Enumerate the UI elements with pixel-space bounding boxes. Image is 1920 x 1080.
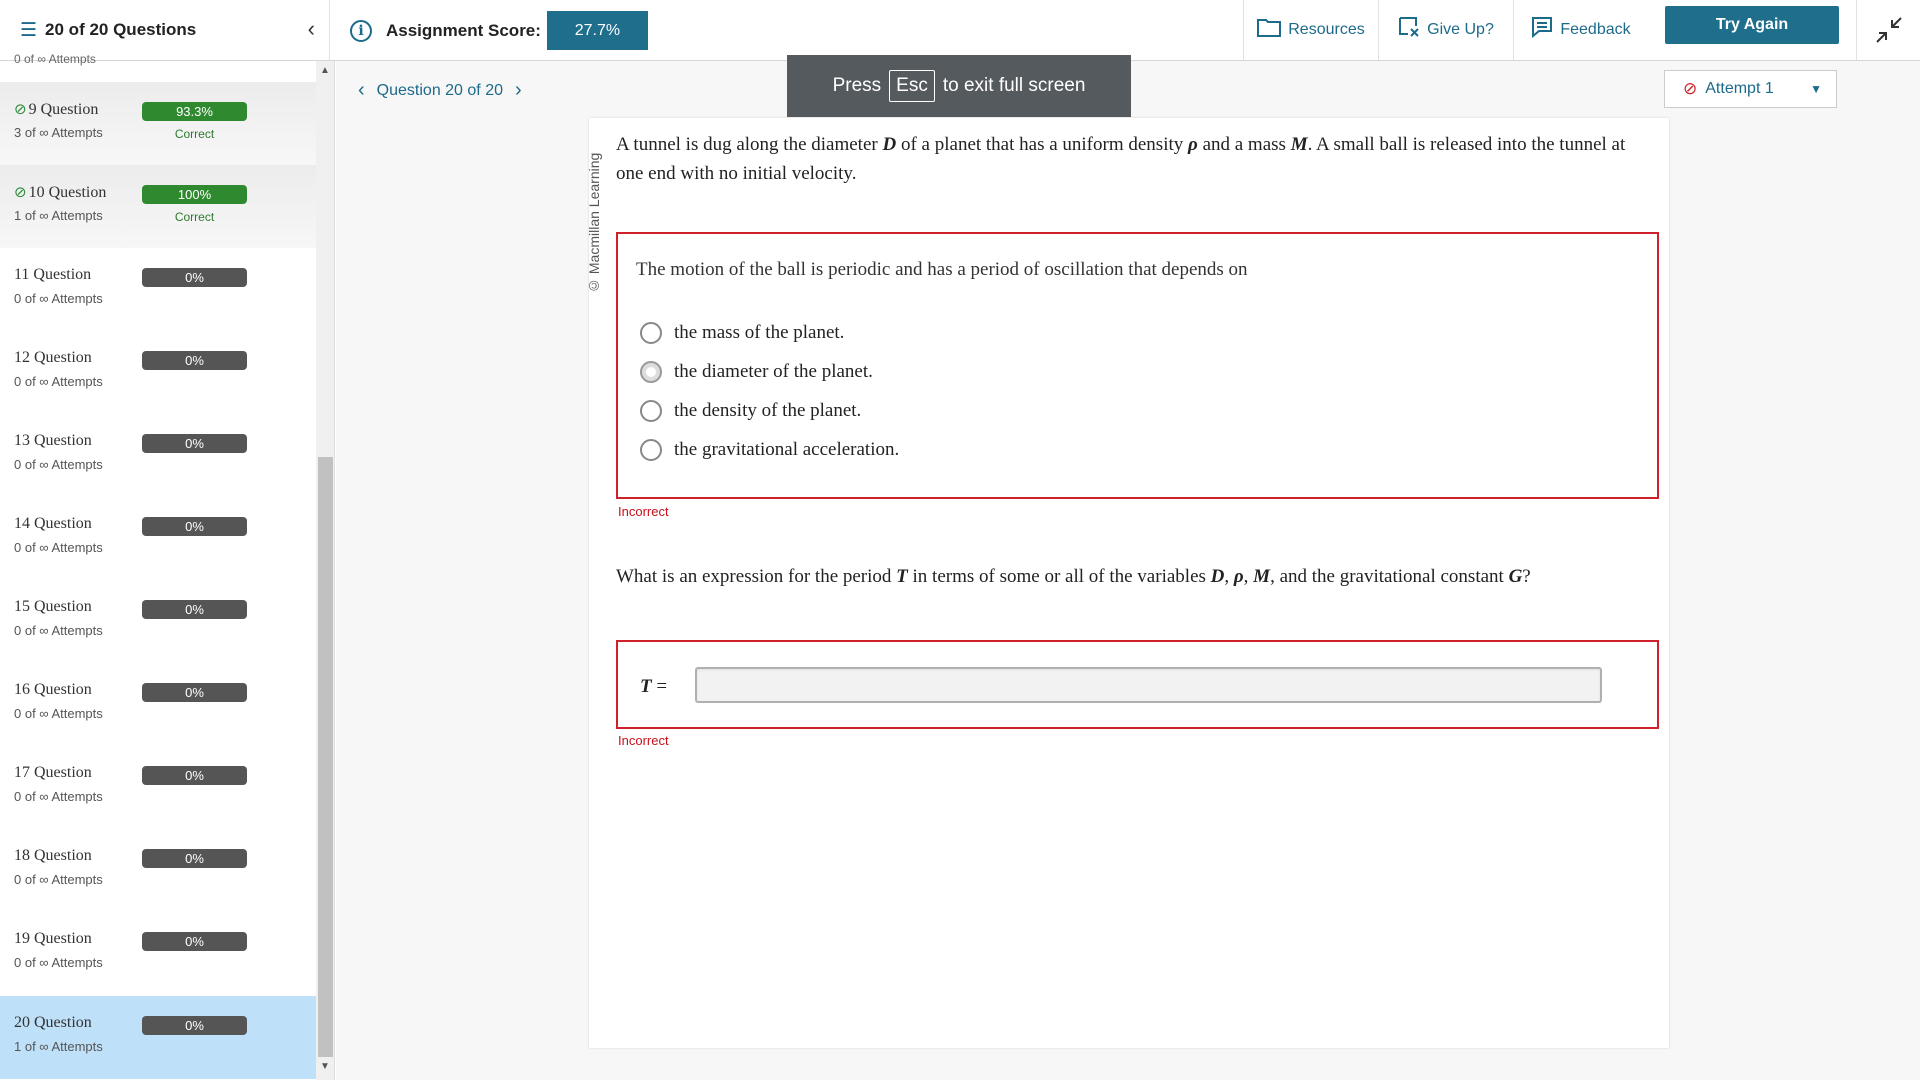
resources-label: Resources bbox=[1288, 21, 1365, 38]
sidebar-item-question-15[interactable] bbox=[0, 580, 316, 663]
chevron-down-icon: ▼ bbox=[1810, 82, 1822, 96]
score-bar: 0% bbox=[142, 683, 247, 702]
option-label: the mass of the planet. bbox=[674, 322, 845, 343]
radio-button[interactable] bbox=[640, 439, 662, 461]
question-sidebar bbox=[0, 52, 316, 1080]
sidebar-item-question-18[interactable] bbox=[0, 829, 316, 912]
feedback-label: Feedback bbox=[1560, 21, 1631, 38]
resources-button[interactable] bbox=[1243, 0, 1378, 60]
fullscreen-rest: to exit full screen bbox=[942, 75, 1086, 96]
question-count: 20 of 20 Questions bbox=[45, 20, 197, 39]
question-stem: A tunnel is dug along the diameter D of a planet that has a uniform density ρ and a mass M. A small ball is released into the tunnel at one end with no initial velocity. bbox=[616, 134, 1626, 184]
top-bar bbox=[0, 0, 1920, 61]
part2-question: What is an expression for the period T in terms of some or all of the variables D, ρ, M, and the gravitational constant G? bbox=[616, 566, 1531, 587]
previous-question-icon[interactable]: ‹ bbox=[358, 79, 365, 101]
question-title: 16 Question bbox=[14, 681, 92, 698]
score-bar: 0% bbox=[142, 434, 247, 453]
fullscreen-press: Press bbox=[832, 75, 882, 96]
info-icon[interactable]: i bbox=[350, 20, 372, 42]
attempts-text: 0 of ∞ Attempts bbox=[14, 789, 103, 804]
sidebar-item-question-11[interactable] bbox=[0, 248, 316, 331]
feedback-icon bbox=[1531, 16, 1553, 44]
question-title: 15 Question bbox=[14, 598, 92, 615]
score-label: Assignment Score: bbox=[386, 20, 541, 40]
part1-box bbox=[616, 232, 1659, 499]
score-bar: 0% bbox=[142, 600, 247, 619]
sidebar-item-question-19[interactable] bbox=[0, 912, 316, 995]
exit-fullscreen-icon[interactable] bbox=[1856, 0, 1920, 60]
question-title: 13 Question bbox=[14, 432, 92, 449]
part1-prompt: The motion of the ball is periodic and has a period of oscillation that depends on bbox=[636, 259, 1248, 280]
sidebar-scrollbar[interactable] bbox=[316, 61, 335, 1080]
attempts-text: 0 of ∞ Attempts bbox=[14, 706, 103, 721]
partial-attempts: 0 of ∞ Attempts bbox=[14, 52, 96, 66]
attempts-text: 0 of ∞ Attempts bbox=[14, 291, 103, 306]
score-bar: 0% bbox=[142, 268, 247, 287]
question-nav-label: Question 20 of 20 bbox=[376, 81, 503, 99]
option-label: the gravitational acceleration. bbox=[674, 439, 900, 460]
sidebar-item-question-20[interactable] bbox=[0, 996, 316, 1079]
scrollbar-thumb[interactable] bbox=[318, 457, 333, 1057]
option-label: the density of the planet. bbox=[674, 400, 862, 421]
give-up-icon bbox=[1398, 16, 1420, 44]
radio-button[interactable] bbox=[640, 322, 662, 344]
attempts-text: 0 of ∞ Attempts bbox=[14, 540, 103, 555]
attempts-text: 0 of ∞ Attempts bbox=[14, 623, 103, 638]
copyright-notice: © Macmillan Learning bbox=[586, 152, 602, 294]
score-value: 27.7% bbox=[547, 11, 648, 50]
question-title: 12 Question bbox=[14, 349, 92, 366]
score-bar: 0% bbox=[142, 932, 247, 951]
attempts-text: 0 of ∞ Attempts bbox=[14, 955, 103, 970]
part2-box bbox=[616, 640, 1659, 729]
radio-button[interactable] bbox=[640, 400, 662, 422]
main-content bbox=[336, 61, 1920, 1080]
question-title: ⊘ 10 Question bbox=[14, 183, 107, 201]
sidebar-item-question-9[interactable] bbox=[0, 82, 316, 165]
status-text: Correct bbox=[174, 127, 215, 141]
question-list-toggle[interactable] bbox=[0, 0, 330, 60]
folder-icon bbox=[1257, 17, 1281, 43]
status-text: Correct bbox=[174, 210, 215, 224]
collapse-sidebar-icon[interactable]: ‹ bbox=[307, 16, 315, 41]
answer-label: T = bbox=[640, 676, 668, 697]
sidebar-item-question-17[interactable] bbox=[0, 746, 316, 829]
esc-key: Esc bbox=[889, 70, 935, 102]
answer-input[interactable] bbox=[695, 667, 1602, 703]
sidebar-item-question-16[interactable] bbox=[0, 663, 316, 746]
try-again-button[interactable]: Try Again bbox=[1665, 6, 1839, 44]
question-title: ⊘ 9 Question bbox=[14, 100, 99, 118]
question-card bbox=[586, 118, 1669, 1048]
score-bar: 0% bbox=[142, 351, 247, 370]
give-up-label: Give Up? bbox=[1427, 21, 1494, 38]
check-circle-icon: ⊘ bbox=[14, 183, 27, 201]
question-title: 14 Question bbox=[14, 515, 92, 532]
option-mass[interactable] bbox=[640, 322, 844, 344]
scroll-up-icon[interactable]: ▲ bbox=[320, 65, 330, 76]
score-bar: 93.3% bbox=[142, 102, 247, 121]
score-bar: 0% bbox=[142, 766, 247, 785]
feedback-button[interactable] bbox=[1513, 0, 1648, 60]
question-title: 11 Question bbox=[14, 266, 92, 283]
option-density[interactable] bbox=[640, 400, 861, 422]
question-title: 17 Question bbox=[14, 764, 92, 781]
option-label: the diameter of the planet. bbox=[674, 361, 873, 382]
check-circle-icon: ⊘ bbox=[14, 100, 27, 118]
score-bar: 100% bbox=[142, 185, 247, 204]
give-up-button[interactable] bbox=[1378, 0, 1513, 60]
prohibited-icon: ⊘ bbox=[1683, 79, 1698, 98]
part1-feedback: Incorrect bbox=[618, 504, 669, 519]
attempts-text: 0 of ∞ Attempts bbox=[14, 457, 103, 472]
attempt-dropdown[interactable] bbox=[1664, 70, 1837, 108]
next-question-icon[interactable]: › bbox=[514, 79, 522, 101]
sidebar-item-question-14[interactable] bbox=[0, 497, 316, 580]
question-navigation bbox=[346, 79, 534, 102]
attempts-text: 1 of ∞ Attempts bbox=[14, 208, 103, 223]
question-title: 20 Question bbox=[14, 1014, 92, 1031]
option-diameter[interactable] bbox=[640, 361, 873, 383]
fullscreen-notice bbox=[787, 55, 1131, 117]
attempts-text: 1 of ∞ Attempts bbox=[14, 1039, 103, 1054]
question-title: 19 Question bbox=[14, 930, 92, 947]
score-bar: 0% bbox=[142, 1016, 247, 1035]
attempts-text: 3 of ∞ Attempts bbox=[14, 125, 103, 140]
score-bar: 0% bbox=[142, 849, 247, 868]
score-bar: 0% bbox=[142, 517, 247, 536]
attempt-label: Attempt 1 bbox=[1705, 80, 1774, 97]
sidebar-item-question-13[interactable] bbox=[0, 414, 316, 497]
list-icon: ☰ bbox=[20, 19, 38, 41]
scroll-down-icon[interactable]: ▼ bbox=[320, 1061, 330, 1072]
radio-button-selected[interactable] bbox=[640, 361, 662, 383]
sidebar-item-question-10[interactable] bbox=[0, 165, 316, 248]
option-gravity[interactable] bbox=[640, 439, 899, 461]
part2-feedback: Incorrect bbox=[618, 733, 669, 748]
assignment-score bbox=[350, 11, 648, 50]
attempts-text: 0 of ∞ Attempts bbox=[14, 872, 103, 887]
question-title: 18 Question bbox=[14, 847, 92, 864]
attempts-text: 0 of ∞ Attempts bbox=[14, 374, 103, 389]
sidebar-item-question-12[interactable] bbox=[0, 331, 316, 414]
